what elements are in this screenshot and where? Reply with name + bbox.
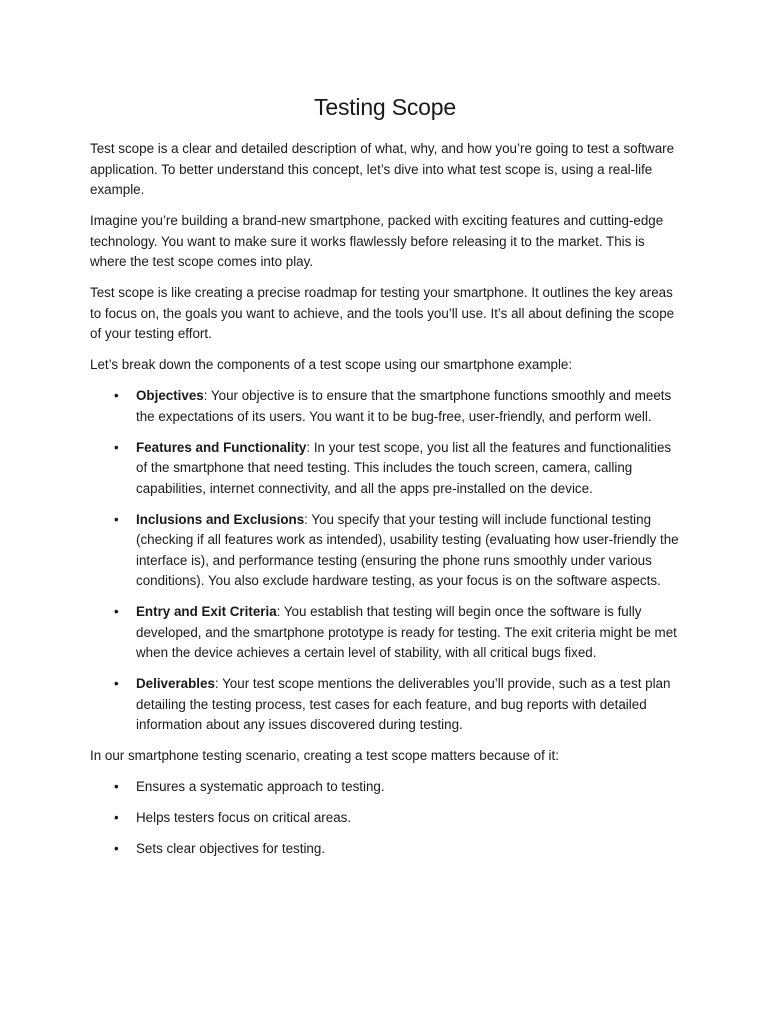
benefits-list (90, 777, 680, 860)
bullet-icon: • (114, 439, 119, 455)
bullet-icon: • (114, 388, 119, 403)
components-list (90, 386, 680, 736)
intro-paragraph: Test scope is a clear and detailed description of what, why, and how you’re going to test a software application. To better understand this concept, let’s dive into what test scope is, using a real-life example. (90, 141, 675, 197)
list-item-text: Ensures a systematic approach to testing. (136, 779, 385, 794)
list-item-term: Inclusions and Exclusions (136, 511, 305, 527)
bullet-icon: • (114, 841, 119, 856)
smartphone-paragraph: Imagine you’re building a brand-new smartphone, packed with exciting features and cutting-edge technology. You want to make sure it works flawlessly before releasing it to the market. This is where the test scope comes into play. (90, 213, 664, 269)
list-item-term: Objectives (136, 388, 204, 403)
list-item-text: : Your test scope mentions the deliverables you’ll provide, such as a test plan detailing the testing process, test cases for each feature, and bug reports with detailed information about any issues discovered during testing. (136, 676, 671, 732)
closing-paragraph: In our smartphone testing scenario, creating a test scope matters because of it: (90, 748, 559, 763)
list-item-criteria (90, 602, 680, 664)
list-item-text: : In your test scope, you list all the features and functionalities of the smartphone that need testing. This includes the touch screen, camera, calling capabilities, internet connectivity, and all the apps pre-installed on the device. (136, 439, 672, 496)
document-title: Testing Scope (314, 94, 456, 120)
list-item-objectives (90, 386, 680, 427)
list-item-text: Helps testers focus on critical areas. (136, 810, 352, 825)
list-item-text: : You specify that your testing will include functional testing (checking if all features work as intended), usability testing (evaluating how user-friendly the interface is), and performance testing (ensuring the phone runs smoothly under various conditions). You also exclude hardware testing, as your focus is on the software aspects. (136, 511, 679, 588)
bullet-icon: • (114, 511, 119, 527)
list-item-benefit (90, 839, 680, 860)
bullet-icon: • (114, 676, 119, 691)
list-item-term: Deliverables (136, 676, 215, 691)
bullet-icon: • (114, 604, 119, 619)
list-item-term: Entry and Exit Criteria (136, 604, 277, 619)
roadmap-paragraph: Test scope is like creating a precise roadmap for testing your smartphone. It outlines the key areas to focus on, the goals you want to achieve, and the tools you’ll use. It’s all about defining the scope of your testing effort. (90, 285, 675, 341)
list-item-benefit (90, 808, 680, 829)
document-page (90, 92, 680, 870)
list-item-benefit (90, 777, 680, 798)
list-item-text: : You establish that testing will begin once the software is fully developed, and the smartphone prototype is ready for testing. The exit criteria might be met when the device achieves a certain level of stability, with all critical bugs fixed. (136, 604, 677, 660)
list-item-text: : Your objective is to ensure that the smartphone functions smoothly and meets the expectations of its users. You want it to be bug-free, user-friendly, and perform well. (136, 388, 672, 424)
list-item-deliverables (90, 674, 680, 736)
list-item-inclusions (90, 510, 680, 592)
bullet-icon: • (114, 810, 119, 825)
bullet-icon: • (114, 779, 119, 794)
list-item-term: Features and Functionality (136, 439, 307, 455)
components-intro-paragraph: Let’s break down the components of a test scope using our smartphone example: (90, 357, 573, 372)
list-item-text: Sets clear objectives for testing. (136, 841, 326, 856)
list-item-features (90, 438, 680, 500)
